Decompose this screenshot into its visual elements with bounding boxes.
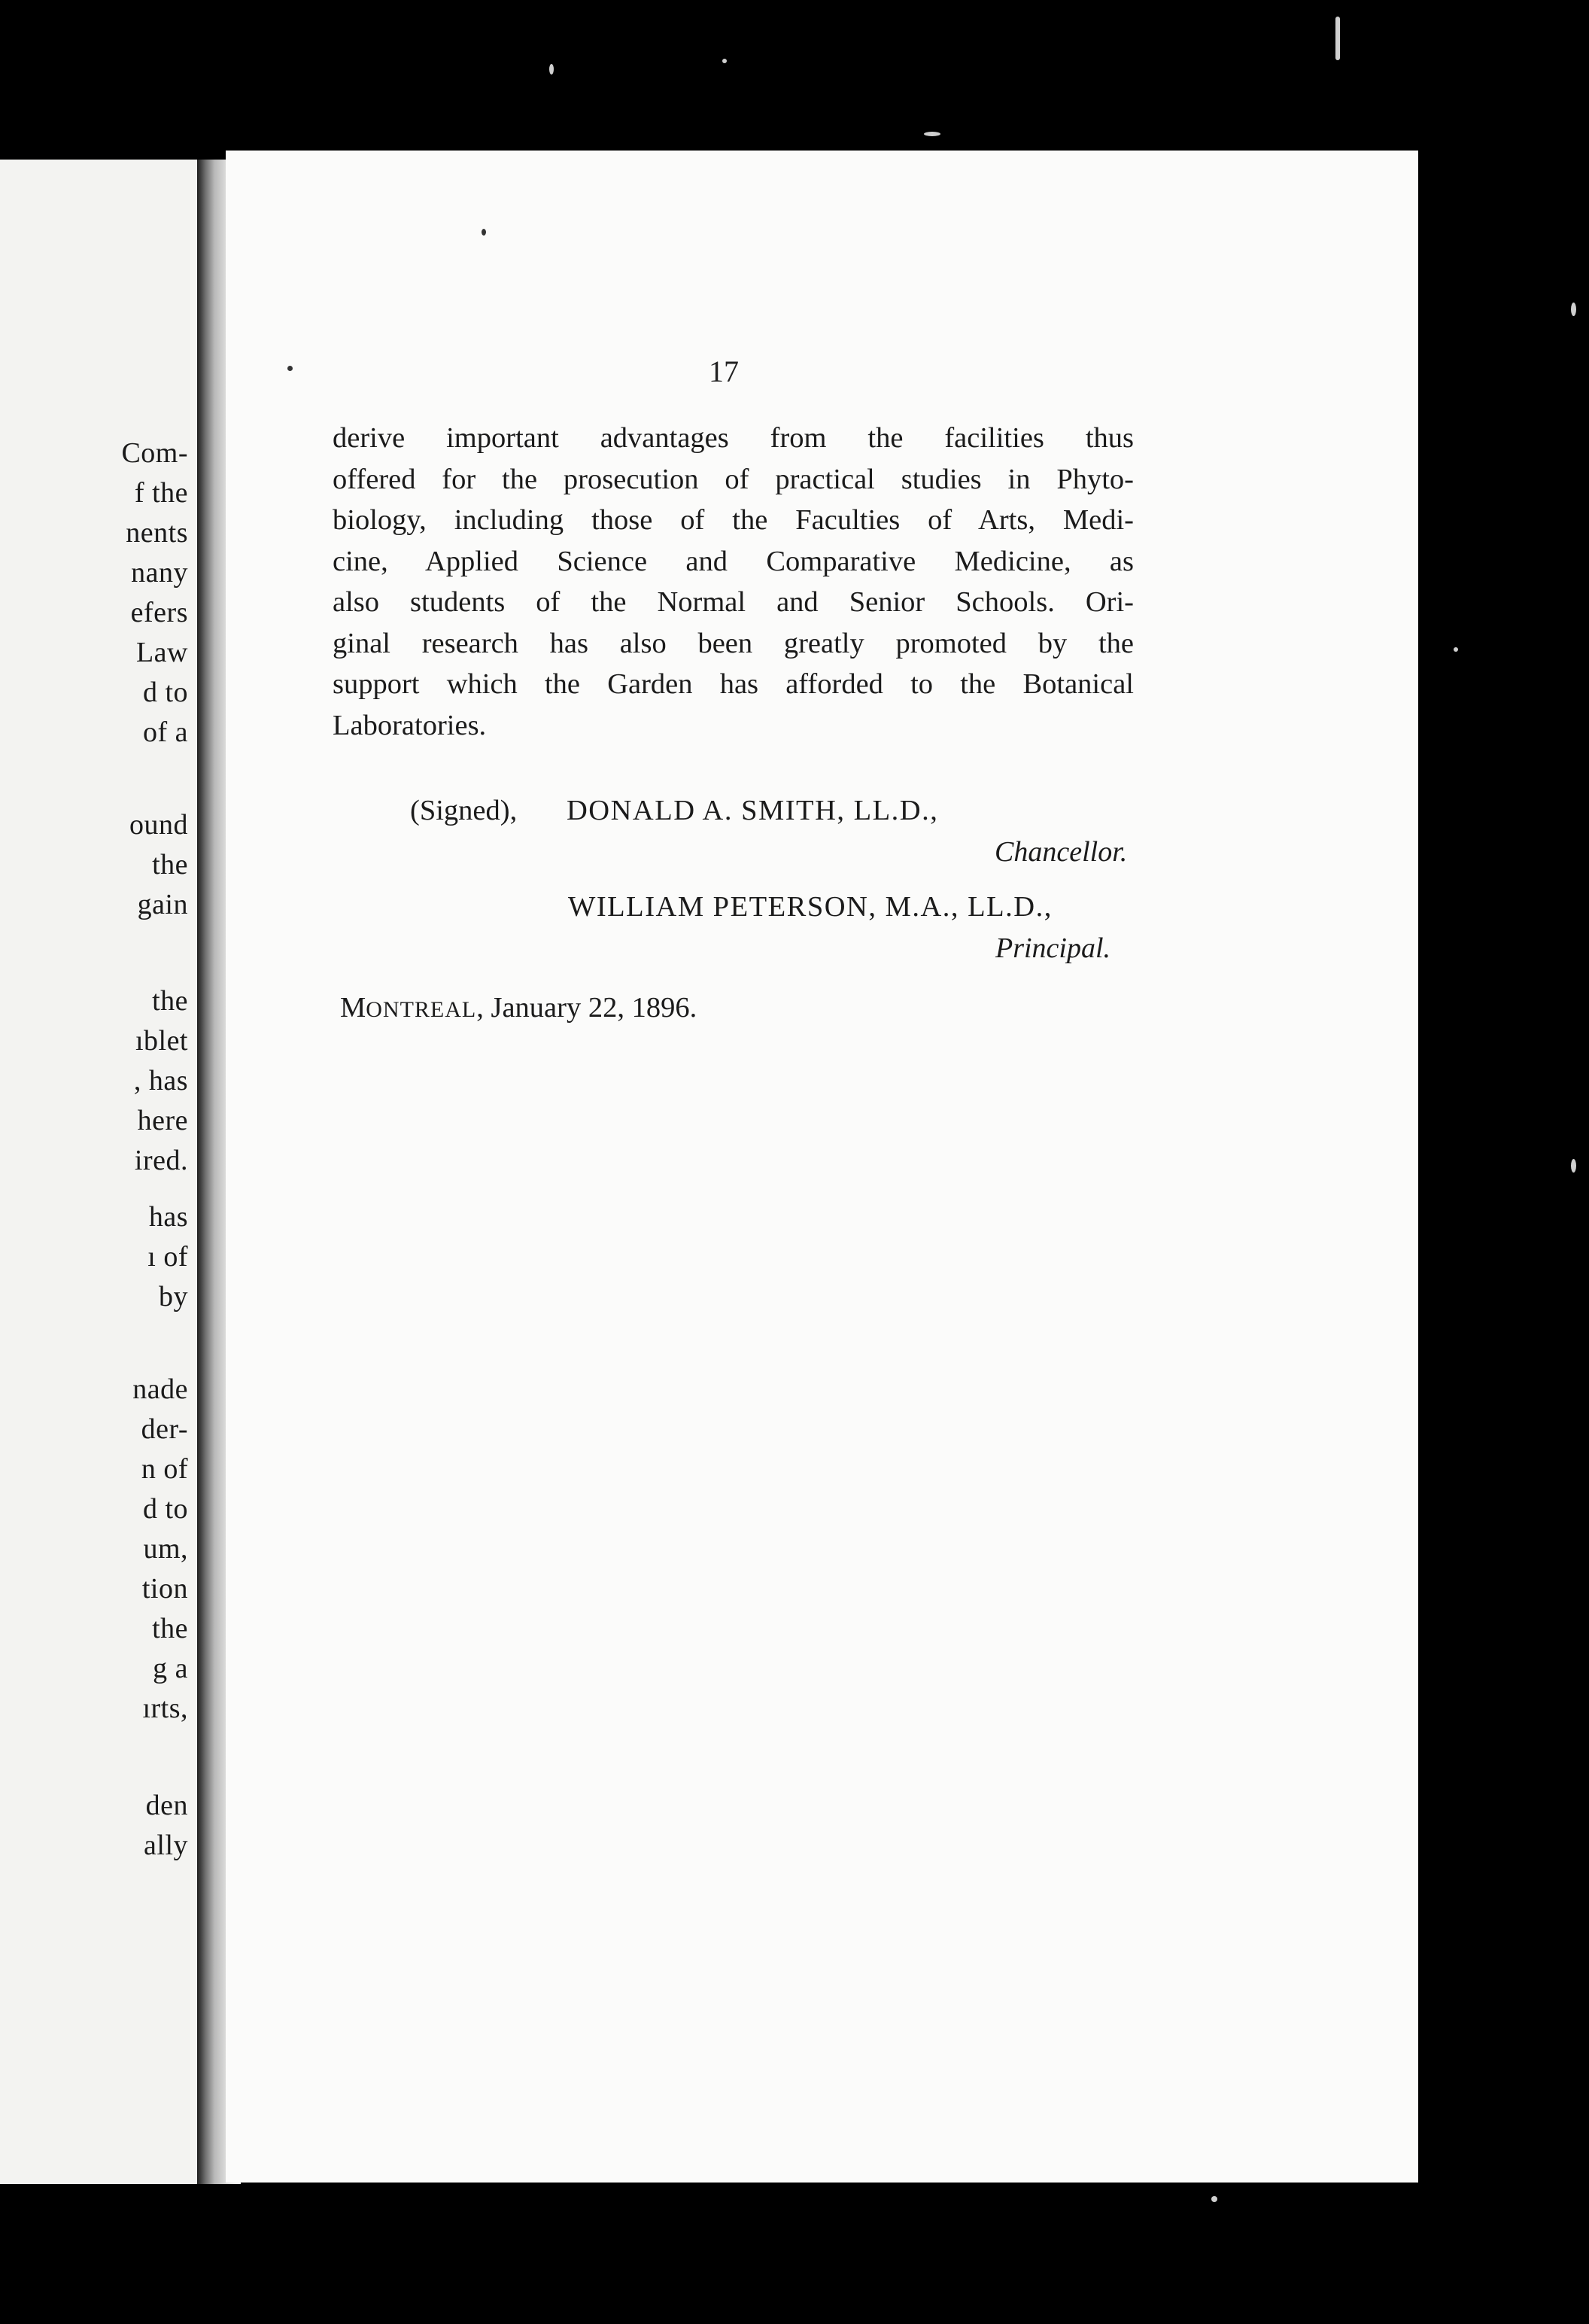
text-line: cine, Applied Science and Comparative Medicine, as (333, 545, 1134, 577)
place-name: ONTREAL (366, 997, 477, 1022)
signatory-title: Chancellor. (995, 836, 1128, 868)
text-line: offered for the prosecution of practical studies in Phyto- (333, 463, 1134, 495)
scan-speck (1454, 647, 1458, 652)
left-page-text-fragment: ırts, (142, 1693, 188, 1724)
left-page-text-fragment: the (152, 1613, 188, 1644)
page-speck (287, 366, 293, 371)
place-and-date (340, 991, 697, 1024)
scan-speck (924, 132, 940, 136)
left-page-text-fragment: d to (142, 1493, 188, 1525)
left-page-text-fragment: , has (133, 1065, 188, 1097)
scan-speck (1571, 1159, 1576, 1173)
left-page-text-fragment: ıblet (135, 1025, 188, 1057)
left-page-text-fragment: the (152, 985, 188, 1017)
left-page-text-fragment: f the (134, 477, 188, 509)
left-page-text-fragment: n of (141, 1453, 188, 1485)
body-paragraph (333, 418, 1134, 746)
left-page-text-fragment: g a (153, 1653, 188, 1684)
page-number: 17 (709, 354, 739, 388)
place-initial: M (340, 992, 366, 1024)
signatory-name: WILLIAM PETERSON, M.A., LL.D., (568, 891, 1053, 923)
document-page (226, 151, 1418, 2183)
page-speck (482, 229, 486, 236)
text-line: ginal research has also been greatly promoted by the (333, 627, 1134, 659)
scan-speck (1571, 303, 1576, 316)
scan-speck (549, 64, 554, 75)
text-line: support which the Garden has afforded to the Botanical (333, 668, 1134, 700)
left-page-text-fragment: has (148, 1201, 188, 1233)
left-page-text-fragment: ı of (147, 1241, 188, 1273)
left-page-text-fragment: d to (142, 677, 188, 708)
left-page-text-fragment: nany (131, 557, 188, 589)
signatory-title: Principal. (995, 932, 1111, 964)
date: , January 22, 1896. (476, 992, 697, 1024)
left-page-text-fragment: um, (143, 1533, 188, 1565)
left-page-text-fragment: der- (141, 1413, 188, 1445)
left-page-text-fragment: the (152, 849, 188, 881)
left-page-text-fragment: gain (137, 889, 188, 920)
signatory-name: DONALD A. SMITH, LL.D., (567, 795, 939, 826)
left-page-text-fragment: nents (126, 517, 188, 549)
scan-speck (722, 59, 727, 63)
text-line: also students of the Normal and Senior Schools. Ori- (333, 586, 1134, 618)
left-page-text-fragment: Law (135, 637, 188, 668)
left-page-text-fragment: ound (129, 809, 188, 841)
left-page-text-fragment: by (159, 1281, 188, 1313)
left-page-text-fragment: nade (132, 1373, 188, 1405)
left-page-text-fragment: here (137, 1105, 188, 1136)
left-page-text-fragment: den (145, 1790, 188, 1821)
left-page-text-fragment: ally (144, 1830, 188, 1861)
text-line: Laboratories. (333, 709, 487, 741)
left-page-text-fragment: Com- (121, 437, 188, 469)
left-page-text-fragment: ired. (134, 1145, 188, 1176)
left-page-text-fragment: tion (141, 1573, 188, 1605)
signed-label: (Signed), (410, 795, 518, 826)
left-facing-page (0, 160, 197, 2184)
left-page-text-fragment: efers (130, 597, 188, 628)
text-line: derive important advantages from the facilities thus (333, 422, 1134, 454)
scan-speck (1211, 2196, 1217, 2202)
text-line: biology, including those of the Faculties of Arts, Medi- (333, 504, 1134, 536)
scan-speck (1335, 17, 1340, 60)
left-page-text-fragment: of a (142, 716, 188, 748)
